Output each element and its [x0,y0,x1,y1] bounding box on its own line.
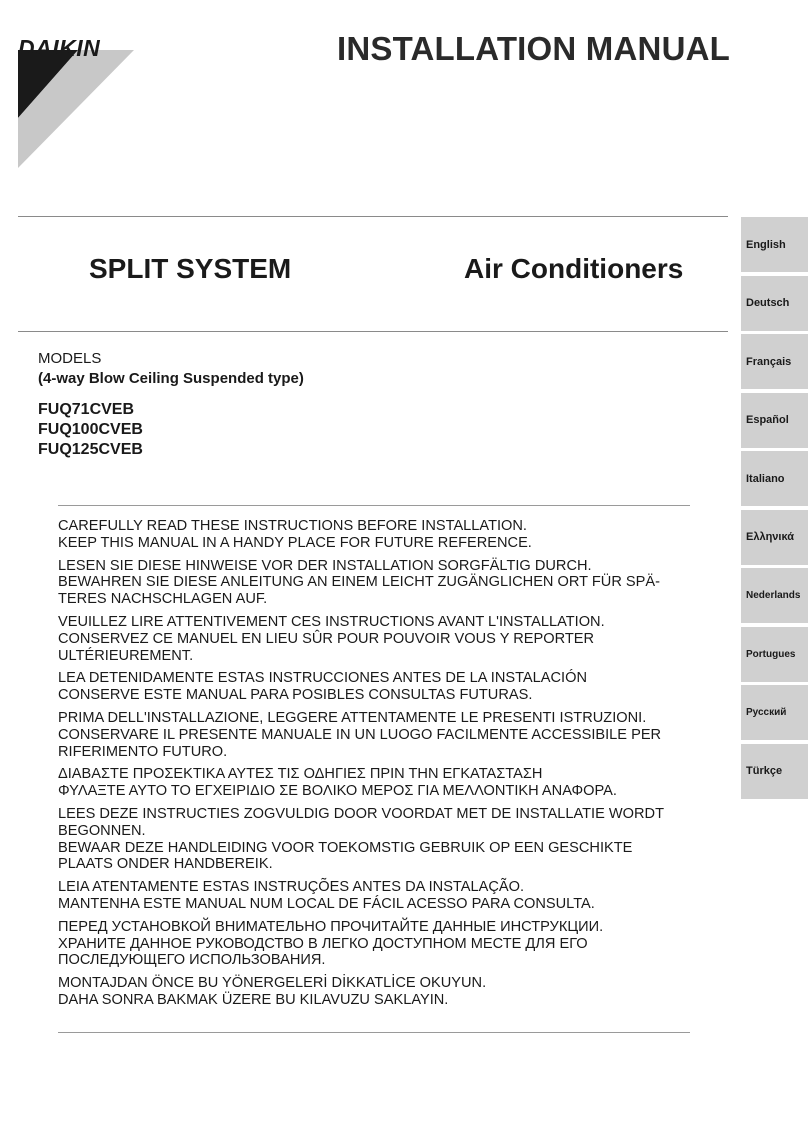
notice-english [58,518,698,552]
notice-spanish [58,670,698,704]
notice-line: BEWAHREN SIE DIESE ANLEITUNG AN EINEM LEICHT ZUGÄNGLICHEN ORT FÜR SPÄ- [58,574,660,591]
language-tab-greek[interactable]: Ελληνικά [741,510,808,565]
notice-line: TERES NACHSCHLAGEN AUF. [58,591,268,608]
language-tab-english[interactable]: English [741,217,808,272]
notice-turkish [58,975,698,1009]
product-heading: SPLIT SYSTEM [89,253,292,284]
notice-line: RIFERIMENTO FUTURO. [58,743,228,760]
notice-line: MANTENHA ESTE MANUAL NUM LOCAL DE FÁCIL ACESSO PARA CONSULTA. [58,895,595,912]
notice-line: BEWAAR DEZE HANDLEIDING VOOR TOEKOMSTIG GEBRUIK OP EEN GESCHIKTE [58,839,633,856]
language-tab-nederlands[interactable]: Nederlands [741,568,808,623]
notice-line: KEEP THIS MANUAL IN A HANDY PLACE FOR FUTURE REFERENCE. [58,534,532,551]
page-title: INSTALLATION MANUAL [336,30,730,67]
notice-line: BEGONNEN. [58,822,146,839]
product-category-heading: Air Conditioners [464,253,684,284]
notice-line: ULTÉRIEUREMENT. [58,647,194,664]
notice-line: VEUILLEZ LIRE ATTENTIVEMENT CES INSTRUCTIONS AVANT L'INSTALLATION. [58,613,605,630]
notice-line: LEIA ATENTAMENTE ESTAS INSTRUÇÕES ANTES DA INSTALAÇÃO. [58,879,525,896]
divider-top [18,216,728,217]
notice-german [58,558,698,608]
model-item: FUQ100CVEB [38,421,143,438]
divider-middle [18,331,728,332]
notice-greek [58,766,698,800]
models-type: (4-way Blow Ceiling Suspended type) [38,370,304,387]
notice-line: CONSERVEZ CE MANUEL EN LIEU SÛR POUR POUVOIR VOUS Y REPORTER [58,630,595,647]
language-tab-russian[interactable]: Русский [741,685,808,740]
language-tabs [741,217,808,802]
models-label: MODELS [38,350,102,367]
language-tab-turkce[interactable]: Türkçe [741,744,808,799]
language-tab-francais[interactable]: Français [741,334,808,389]
notice-french [58,614,698,664]
notice-line: LESEN SIE DIESE HINWEISE VOR DER INSTALLATION SORGFÄLTIG DURCH. [58,557,592,574]
model-list [38,400,143,460]
notice-russian [58,919,698,969]
notice-list [58,518,698,1015]
divider-notices-bottom [58,1032,690,1033]
logo-text: DAIKIN [18,35,101,61]
notice-line: CONSERVARE IL PRESENTE MANUALE IN UN LUOGO FACILMENTE ACCESSIBILE PER [58,726,662,743]
notice-italian [58,710,698,760]
notice-line: ХРАНИТЕ ДАННОЕ РУКОВОДСТВО В ЛЕГКО ДОСТУПНОМ МЕСТЕ ДЛЯ ЕГО [58,935,588,952]
notice-portuguese [58,879,698,913]
notice-line: LEES DEZE INSTRUCTIES ZOGVULDIG DOOR VOORDAT MET DE INSTALLATIE WORDT [58,805,664,822]
notice-line: CAREFULLY READ THESE INSTRUCTIONS BEFORE INSTALLATION. [58,518,527,534]
notice-line: DAHA SONRA BAKMAK ÜZERE BU KILAVUZU SAKLAYIN. [58,991,449,1008]
notice-dutch [58,806,698,873]
notice-line: CONSERVE ESTE MANUAL PARA POSIBLES CONSULTAS FUTURAS. [58,687,533,704]
language-tab-italiano[interactable]: Italiano [741,451,808,506]
notice-line: MONTAJDAN ÖNCE BU YÖNERGELERİ DİKKATLİCE OKUYUN. [58,975,487,992]
notice-line: LEA DETENIDAMENTE ESTAS INSTRUCCIONES ANTES DE LA INSTALACIÓN [58,670,588,687]
notice-line: ΔΙΑΒΑΣΤΕ ΠΡΟΣΕΚΤΙΚΑ ΑΥΤΕΣ ΤΙΣ ΟΔΗΓΙΕΣ ΠΡΙΝ ΤΗΝ ΕΓΚΑΤΑΣΤΑΣΗ [58,766,543,783]
model-item: FUQ125CVEB [38,441,143,458]
language-tab-portugues[interactable]: Portugues [741,627,808,682]
language-tab-espanol[interactable]: Español [741,393,808,448]
language-tab-deutsch[interactable]: Deutsch [741,276,808,331]
notice-line: PRIMA DELL'INSTALLAZIONE, LEGGERE ATTENTAMENTE LE PRESENTI ISTRUZIONI. [58,709,647,726]
divider-notices-top [58,505,690,506]
notice-line: ΦΥΛΑΞΤΕ ΑΥΤΟ ΤΟ ΕΓΧΕΙΡΙΔΙΟ ΣΕ ΒΟΛΙΚΟ ΜΕΡΟΣ ΓΙΑ ΜΕΛΛΟΝΤΙΚΗ ΑΝΑΦΟΡΑ. [58,783,617,800]
notice-line: PLAATS ONDER HANDBEREIK. [58,856,273,873]
notice-line: ПЕРЕД УСТАНОВКОЙ ВНИМАТЕЛЬНО ПРОЧИТАЙТЕ ДАННЫЕ ИНСТРУКЦИИ. [58,918,604,935]
model-item: FUQ71CVEB [38,401,135,418]
notice-line: ПОСЛЕДУЮЩЕГО ИСПОЛЬЗОВАНИЯ. [58,952,326,969]
